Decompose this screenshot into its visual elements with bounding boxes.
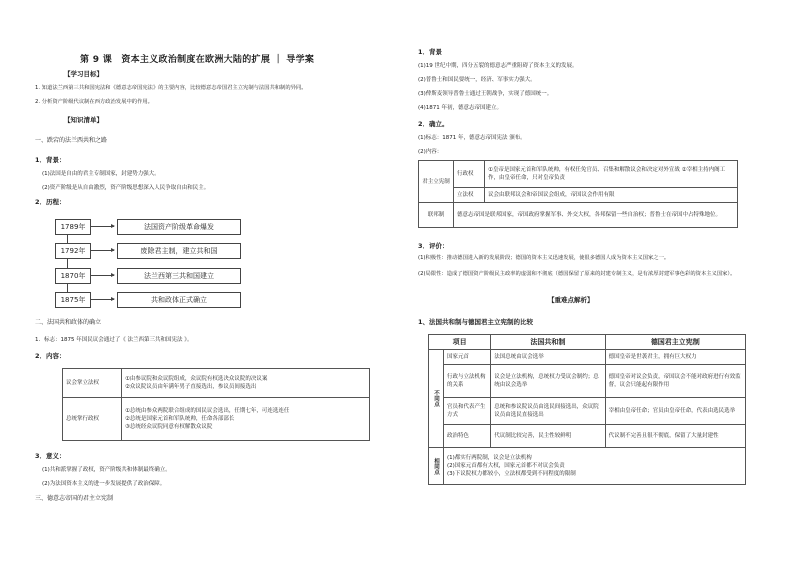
compare-same-item: (3)下议院权力都较小，立法权都受到不同程度的限制 (447, 471, 576, 477)
goal-item: 1. 知道法兰西第三共和国宪法和《德意志帝国宪法》的主要内容，比较德意志帝国君主立宪制与法国共和制的异同。 (35, 85, 307, 91)
background-item: (2)资产阶级是从自由激烈，资产阶级思想深入人民争取自由和民主。 (42, 185, 210, 191)
timeline-event: 废除君主制，建立共和国 (117, 243, 241, 259)
compare-item: 国家元首 (444, 350, 491, 365)
timeline-year: 1870年 (55, 268, 91, 284)
timeline-arrow (90, 275, 114, 276)
section-heading: 一、跌宕的法兰西共和之路 (35, 137, 108, 144)
table-line: ③总统经众议院同意有权解散众议院 (125, 424, 213, 430)
table-cell: 德意志帝国是联邦国家，帝国政府掌握军事、外交大权，各邦保留一些自治权；普鲁士在帝国中占特殊地位。 (454, 203, 738, 228)
compare-fr: 代议制比较完善，民主性较鲜明 (491, 425, 605, 448)
timeline-year: 1792年 (55, 243, 91, 259)
germany-table (418, 160, 738, 228)
compare-fr: 法国总统由议会选举 (491, 350, 605, 365)
table-head-cell: 总统掌行政权 (63, 398, 122, 441)
goals-heading: 【学习目标】 (64, 70, 103, 78)
compare-de: 宰相由皇帝任命；官员由皇帝任命，代表由选民选举 (605, 398, 745, 425)
analysis-heading: 【重难点解析】 (548, 296, 594, 304)
history-label: 2．历程： (35, 198, 66, 206)
page-title: 第 9 课 资本主义政治制度在欧洲大陆的扩展 ｜ 导学案 (80, 55, 315, 65)
knowledge-heading: 【知识清单】 (64, 116, 103, 124)
compare-item: 行政与立法机构的关系 (444, 365, 491, 398)
meaning-label: 3．意义： (35, 452, 66, 460)
sign-text: 1．标志：1875 年国民议会通过了《 法兰西第三共和国宪法 》。 (35, 337, 193, 343)
compare-same-cell (444, 448, 746, 485)
r-background-item: (2)普鲁士和国民要统一，经济、军事实力强大。 (418, 77, 536, 83)
content-label: 2．内容： (35, 352, 66, 360)
section-heading: 二、法国共和政体的确立 (35, 319, 102, 326)
goal-item: 2. 分析资产阶级代议制在西方政治发展中的作用。 (35, 99, 153, 105)
table-cell (122, 369, 370, 398)
compare-item: 政治特色 (444, 425, 491, 448)
timeline-arrow (90, 250, 114, 251)
r-establish-label: 2．确立。 (418, 120, 449, 128)
table-head-cell: 君主立宪制 (419, 161, 454, 203)
background-label: 1．背景： (35, 156, 66, 164)
r-background-item: (4)1871 年初，德意志帝国建立。 (418, 105, 503, 111)
compare-same-label: 相同点 (429, 448, 444, 485)
table-cell: ①皇帝是国家元首和军队统帅，有权任免官员、召集和解散议会和决定对外宣战 ②宰相主持内阁工作，由皇帝任命，只对皇帝负责 (485, 161, 738, 188)
r-evaluation-item: (2)局限性：造成了德国资产阶级民主政率的虚弱和不彻底（德国保留了原来的封建专制主义，是有浓厚封建军事色彩的资本主义国家）。 (418, 271, 736, 277)
compare-diff-label: 不同点 (429, 350, 444, 448)
table-head-cell: 议会掌立法权 (63, 369, 122, 398)
compare-header: 德国君主立宪制 (605, 335, 745, 350)
table-key-cell: 行政权 (454, 161, 485, 188)
table-head-cell: 联邦制 (419, 203, 454, 228)
r-background-label: 1．背景 (418, 48, 443, 56)
r-evaluation-label: 3．评价： (418, 242, 449, 250)
timeline-arrow (90, 299, 114, 300)
meaning-item: (2)为法国资本主义的进一步发展提供了政治保障。 (42, 481, 166, 487)
r-background-item: (3)俾斯麦领导普鲁士通过王朝战争，实现了德国统一。 (418, 91, 553, 97)
compare-fr: 总统和参议院议员由选民间接选出，众议院议员由选民直接选出 (491, 398, 605, 425)
compare-de: 代议制不完善且很不彻底，保留了大量封建性 (605, 425, 745, 448)
r-evaluation-item: (1)积极性：推动德国进入新的发展阶段；德国的资本主义迅速发展，使很多德国人成为资本主义国家之一。 (418, 255, 670, 261)
compare-de: 德国皇帝对议会负责，帝国议会不能对政府进行有效监督，议会只能起有限作用 (605, 365, 745, 398)
table-key-cell: 立法权 (454, 188, 485, 203)
table-line: ②总统是国家元首和军队统帅，任命各部部长 (125, 416, 235, 422)
compare-table (428, 334, 746, 485)
timeline-event: 法国资产阶级革命爆发 (117, 219, 241, 235)
section-heading: 三、德意志帝国的君主立宪制 (35, 495, 114, 502)
table-cell: 议会由联邦议会和帝国议会组成，帝国议会作用有限 (485, 188, 738, 203)
compare-item: 官员和代表产生方式 (444, 398, 491, 425)
compare-fr: 议会是立法机构，总统权力受议会制约；总统由议会选举 (491, 365, 605, 398)
table-line: ②众议院议员由年满年男子直接选出，参议员间接选出 (125, 384, 257, 390)
r-background-item: (1)19 世纪中期，四分五裂的德意志严重阻碍了资本主义的发展。 (418, 63, 578, 69)
table-line: ①总统由参众两院联合组成的国民议会选出，任期七年，可连选连任 (125, 408, 290, 414)
compare-de: 德国皇帝是世袭君主，拥有巨大权力 (605, 350, 745, 365)
timeline-event: 共和政体正式确立 (117, 292, 241, 308)
compare-header: 法国共和制 (491, 335, 605, 350)
timeline-year: 1789年 (55, 219, 91, 235)
compare-title: 1、法国共和制与德国君主立宪制的比较 (418, 318, 534, 326)
table-cell (122, 398, 370, 441)
timeline-event: 法兰西第三共和国建立 (117, 268, 241, 284)
timeline-arrow (90, 226, 114, 227)
compare-header: 项目 (429, 335, 491, 350)
r-establish-item: (1)标志：1871 年，德意志帝国宪法 颁布。 (418, 135, 526, 141)
timeline-year: 1875年 (55, 292, 91, 308)
r-establish-item: (2)内容： (418, 149, 443, 155)
meaning-item: (1)共和派掌握了政权，资产阶级共和体制最终确立。 (42, 467, 171, 473)
compare-same-item: (2)国家元首都有大权，国家元首都不对议会负责 (447, 463, 565, 469)
background-item: (1)法国是自由的君主专制国家，封建势力强大。 (42, 171, 160, 177)
table-line: ①由参议院和众议院组成，众议院有权选决众议院的决议案 (125, 376, 268, 382)
compare-same-item: (1)都实行两院制，议会是立法机构 (447, 455, 532, 461)
france-table (62, 368, 370, 441)
